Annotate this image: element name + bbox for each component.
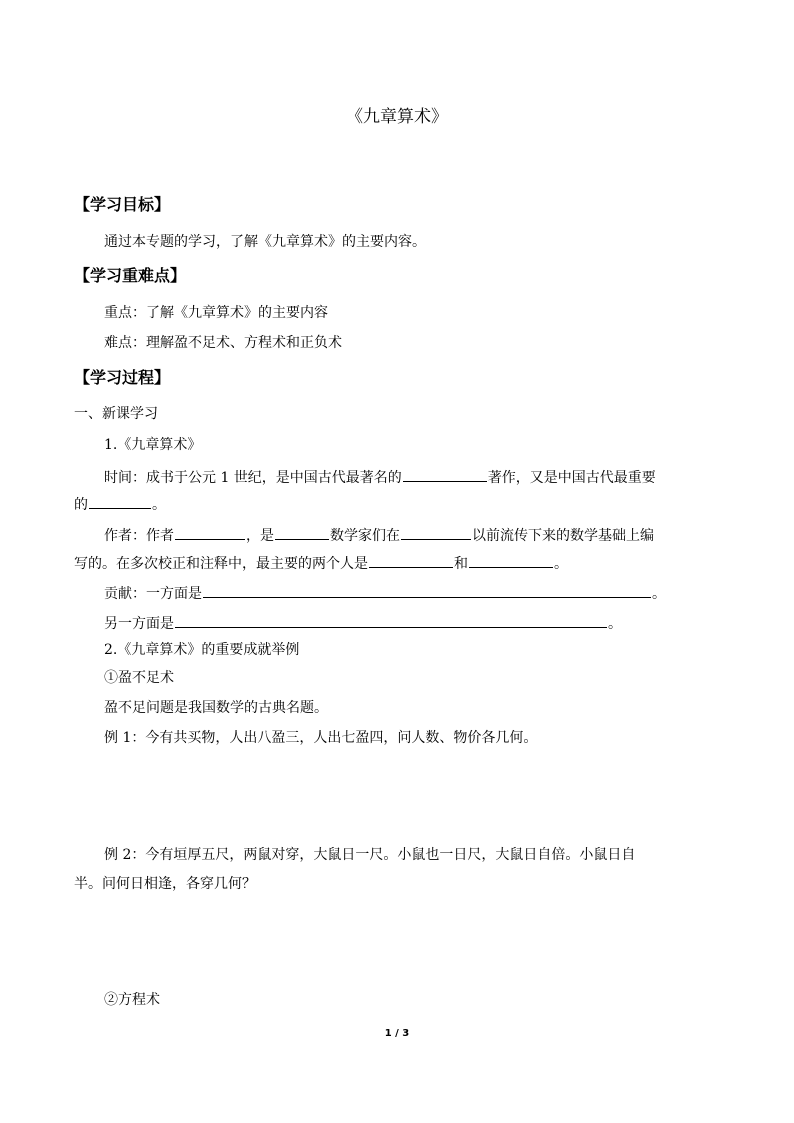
part-one-heading: 一、新课学习 bbox=[74, 406, 158, 422]
contribution-line-2 bbox=[104, 611, 622, 634]
author-line-2 bbox=[74, 551, 568, 574]
time-line-1 bbox=[104, 465, 656, 488]
fill-blank[interactable] bbox=[275, 523, 329, 540]
subheading-equation-method: ②方程术 bbox=[104, 992, 160, 1008]
fill-blank[interactable] bbox=[369, 551, 453, 568]
time-text-d: 。 bbox=[152, 497, 166, 513]
page-number: 1 / 3 bbox=[384, 1028, 410, 1039]
subheading-surplus-deficit: ①盈不足术 bbox=[104, 670, 174, 686]
author-line-1 bbox=[104, 523, 654, 546]
example-2-line-2: 半。问何日相逢，各穿几何？ bbox=[74, 876, 256, 892]
contribution-text-d: 。 bbox=[608, 616, 622, 632]
fill-blank[interactable] bbox=[403, 465, 487, 482]
fill-blank[interactable] bbox=[175, 611, 607, 628]
contribution-text-c: 另一方面是 bbox=[104, 616, 174, 632]
fill-blank[interactable] bbox=[203, 581, 651, 598]
time-text-b: 著作，又是中国古代最重要 bbox=[487, 470, 656, 486]
document-title: 《九章算术》 bbox=[346, 107, 448, 127]
author-text-e: 写的。在多次校正和注释中，最主要的两个人是 bbox=[74, 556, 368, 572]
time-text-a: 时间：成书于公元 1 世纪，是中国古代最著名的 bbox=[104, 470, 402, 486]
fill-blank[interactable] bbox=[89, 492, 151, 509]
fill-blank[interactable] bbox=[401, 523, 471, 540]
section-heading-objective: 【学习目标】 bbox=[74, 195, 171, 214]
fill-blank[interactable] bbox=[469, 551, 553, 568]
contribution-text-a: 贡献：一方面是 bbox=[104, 586, 202, 602]
contribution-text-b: 。 bbox=[652, 586, 666, 602]
fill-blank[interactable] bbox=[175, 523, 245, 540]
author-text-b: ，是 bbox=[246, 528, 274, 544]
item1-title: 1.《九章算术》 bbox=[104, 437, 202, 453]
difficult-point-text: 难点：理解盈不足术、方程术和正负术 bbox=[104, 335, 342, 351]
surplus-deficit-description: 盈不足问题是我国数学的古典名题。 bbox=[104, 700, 328, 716]
contribution-line-1 bbox=[104, 581, 666, 604]
time-line-2 bbox=[74, 492, 166, 515]
example-1: 例 1：今有共买物，人出八盈三，人出七盈四，问人数、物价各几何。 bbox=[104, 730, 538, 746]
objective-text: 通过本专题的学习，了解《九章算术》的主要内容。 bbox=[104, 234, 426, 250]
time-text-c: 的 bbox=[74, 497, 88, 513]
author-text-d: 以前流传下来的数学基础上编 bbox=[472, 528, 654, 544]
item2-title: 2.《九章算术》的重要成就举例 bbox=[104, 642, 300, 658]
section-heading-process: 【学习过程】 bbox=[74, 368, 171, 387]
key-point-text: 重点：了解《九章算术》的主要内容 bbox=[104, 305, 328, 321]
section-heading-key-points: 【学习重难点】 bbox=[74, 266, 187, 285]
example-2-line-1: 例 2：今有垣厚五尺，两鼠对穿，大鼠日一尺。小鼠也一日尺，大鼠日自倍。小鼠日自 bbox=[104, 847, 636, 863]
author-text-c: 数学家们在 bbox=[330, 528, 400, 544]
author-text-a: 作者：作者 bbox=[104, 528, 174, 544]
author-text-g: 。 bbox=[554, 556, 568, 572]
author-text-f: 和 bbox=[454, 556, 468, 572]
